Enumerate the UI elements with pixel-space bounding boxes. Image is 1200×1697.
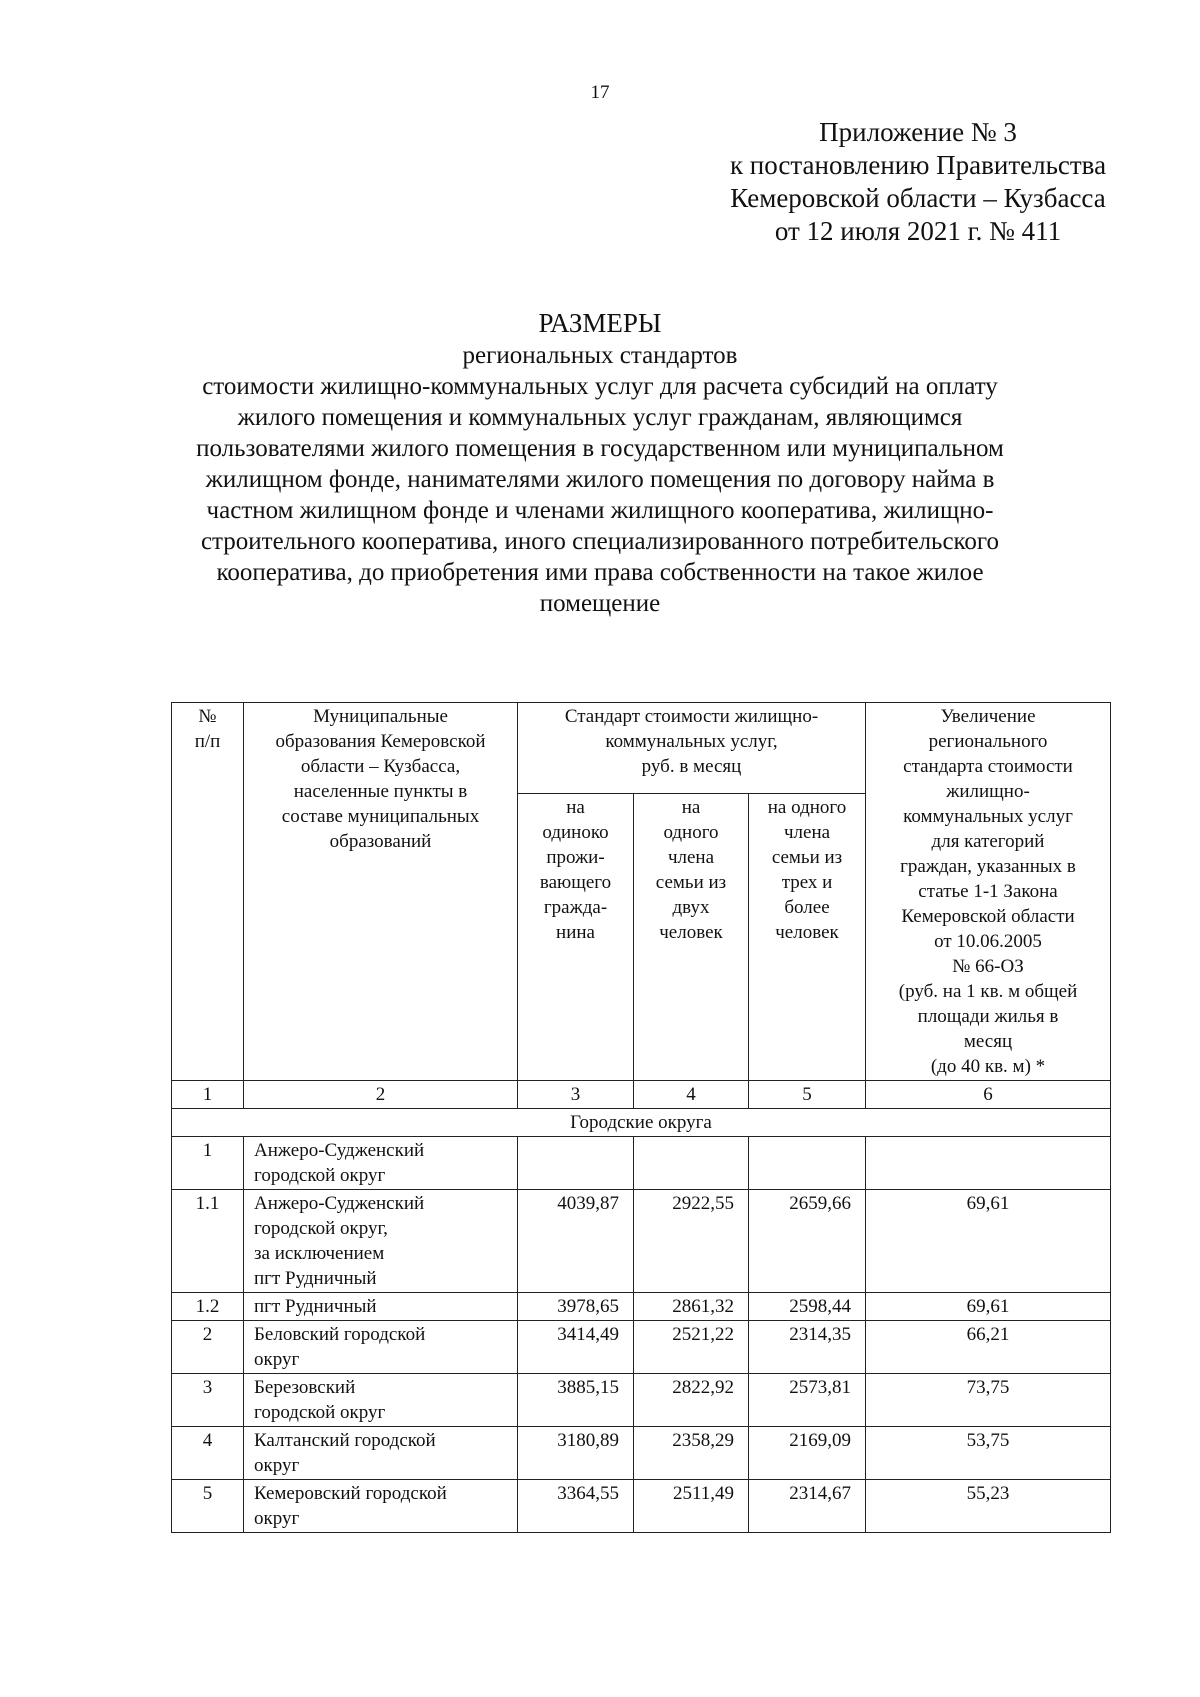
row-value-increase: 55,23	[866, 1480, 1111, 1533]
row-name: Калтанский городской округ	[244, 1427, 518, 1480]
row-name: Березовский городской округ	[244, 1374, 518, 1427]
column-number: 4	[634, 1081, 749, 1109]
column-number: 6	[866, 1081, 1111, 1109]
row-value-increase: 69,61	[866, 1190, 1111, 1293]
title-heading: РАЗМЕРЫ	[538, 308, 662, 338]
row-value-three: 2598,44	[749, 1293, 866, 1321]
header-number: № п/п	[172, 703, 244, 1081]
page-number: 17	[590, 82, 610, 103]
column-number-row	[172, 1081, 1111, 1109]
appendix-header	[716, 116, 1120, 248]
table-row	[172, 1321, 1111, 1374]
row-value-single: 3885,15	[518, 1374, 634, 1427]
column-number: 2	[244, 1081, 518, 1109]
section-row	[172, 1109, 1111, 1137]
title-line: кооператива, до приобретения ими права собственности на такое жилое	[216, 559, 984, 586]
row-name: пгт Рудничный	[244, 1293, 518, 1321]
row-number: 1.2	[172, 1293, 244, 1321]
row-value-three: 2314,35	[749, 1321, 866, 1374]
row-value-increase	[866, 1137, 1111, 1190]
title-line: помещение	[539, 590, 661, 617]
title-line: пользователями жилого помещения в государственном или муниципальном	[196, 435, 1004, 462]
column-number: 1	[172, 1081, 244, 1109]
header-three-plus: на одного члена семьи из трех и более человек	[749, 794, 866, 1081]
row-name: Анжеро-Судженский городской округ, за исключением пгт Рудничный	[244, 1190, 518, 1293]
appendix-line: от 12 июля 2021 г. № 411	[774, 216, 1062, 246]
table-row	[172, 1374, 1111, 1427]
table-row	[172, 1427, 1111, 1480]
row-value-three: 2573,81	[749, 1374, 866, 1427]
row-value-two: 2521,22	[634, 1321, 749, 1374]
row-number: 3	[172, 1374, 244, 1427]
title-line: стоимости жилищно-коммунальных услуг для расчета субсидий на оплату	[202, 373, 998, 400]
row-value-three: 2314,67	[749, 1480, 866, 1533]
row-value-single: 4039,87	[518, 1190, 634, 1293]
standards-table	[171, 702, 1111, 1533]
row-number: 1	[172, 1137, 244, 1190]
column-number: 5	[749, 1081, 866, 1109]
appendix-line: Приложение № 3	[819, 117, 1017, 147]
title-line: строительного кооператива, иного специализированного потребительского	[200, 528, 1000, 555]
row-value-two: 2822,92	[634, 1374, 749, 1427]
appendix-line: Кемеровской области – Кузбасса	[730, 183, 1106, 213]
row-name: Анжеро-Судженский городской округ	[244, 1137, 518, 1190]
header-increase: Увеличение регионального стандарта стоимости жилищно- коммунальных услуг для категорий граждан, указанных в статье 1-1 Закона Кемеровской области от 10.06.2005 № 66-ОЗ (руб. на 1 кв. м общей площади жилья в месяц (до 40 кв. м) *	[866, 703, 1111, 1081]
header-municipality: Муниципальные образования Кемеровской области – Кузбасса, населенные пункты в составе муниципальных образований	[244, 703, 518, 1081]
title-line: жилищном фонде, нанимателями жилого помещения по договору найма в	[205, 466, 995, 493]
row-number: 2	[172, 1321, 244, 1374]
row-value-two	[634, 1137, 749, 1190]
column-number: 3	[518, 1081, 634, 1109]
document-title	[150, 306, 1050, 619]
row-value-increase: 66,21	[866, 1321, 1111, 1374]
row-value-two: 2922,55	[634, 1190, 749, 1293]
header-two-person: на одного члена семьи из двух человек	[634, 794, 749, 1081]
row-value-two: 2511,49	[634, 1480, 749, 1533]
row-value-single: 3414,49	[518, 1321, 634, 1374]
row-number: 5	[172, 1480, 244, 1533]
row-value-three: 2169,09	[749, 1427, 866, 1480]
row-value-increase: 69,61	[866, 1293, 1111, 1321]
title-line: жилого помещения и коммунальных услуг гражданам, являющимся	[237, 404, 963, 431]
row-value-single: 3180,89	[518, 1427, 634, 1480]
table-row	[172, 1190, 1111, 1293]
row-value-increase: 73,75	[866, 1374, 1111, 1427]
table-row	[172, 1137, 1111, 1190]
title-line: частном жилищном фонде и членами жилищного кооператива, жилищно-	[206, 497, 994, 524]
header-single: на одиноко прожи- вающего гражда- нина	[518, 794, 634, 1081]
header-standard-group: Стандарт стоимости жилищно- коммунальных услуг, руб. в месяц	[518, 703, 866, 794]
row-value-single: 3978,65	[518, 1293, 634, 1321]
row-value-three: 2659,66	[749, 1190, 866, 1293]
row-value-increase: 53,75	[866, 1427, 1111, 1480]
row-number: 1.1	[172, 1190, 244, 1293]
row-name: Кемеровский городской округ	[244, 1480, 518, 1533]
table-row	[172, 1480, 1111, 1533]
row-value-two: 2358,29	[634, 1427, 749, 1480]
appendix-line: к постановлению Правительства	[729, 150, 1107, 180]
row-value-single	[518, 1137, 634, 1190]
row-value-three	[749, 1137, 866, 1190]
row-value-single: 3364,55	[518, 1480, 634, 1533]
section-title: Городские округа	[172, 1109, 1111, 1137]
title-line: региональных стандартов	[462, 342, 738, 369]
row-value-two: 2861,32	[634, 1293, 749, 1321]
row-number: 4	[172, 1427, 244, 1480]
row-name: Беловский городской округ	[244, 1321, 518, 1374]
table-row	[172, 1293, 1111, 1321]
